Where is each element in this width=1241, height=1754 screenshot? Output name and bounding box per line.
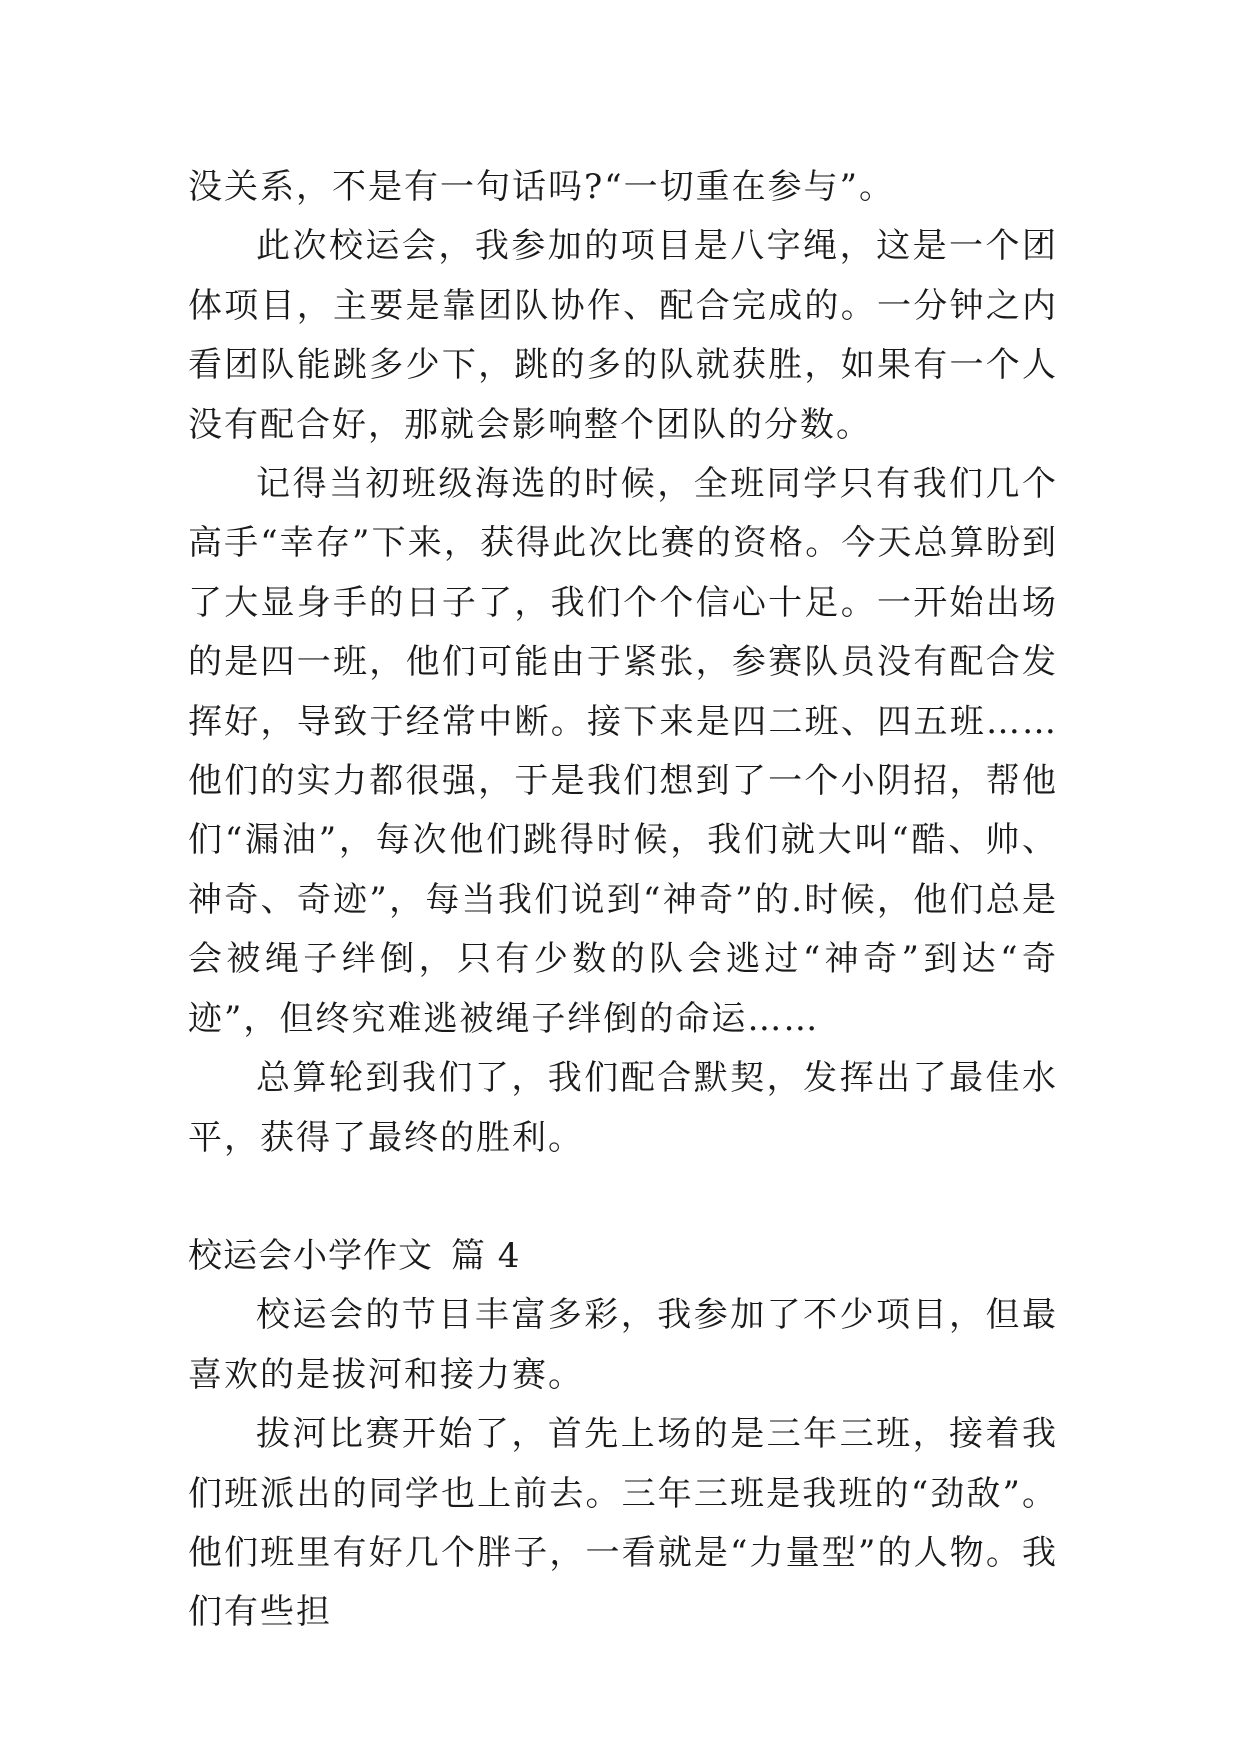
paragraph-competition: 记得当初班级海选的时候，全班同学只有我们几个高手“幸存”下来，获得此次比赛的资格。今天总算盼到了大显身手的日子了，我们个个信心十足。一开始出场的是四一班，他们可能由于紧张，参赛队员没有配合发挥好，导致于经常中断。接下来是四二班、四五班……他们的实力都很强，于是我们想到了一个小阴招，帮他们“漏油”，每次他们跳得时候，我们就大叫“酷、帅、神奇、奇迹”，每当我们说到“神奇”的.时候，他们总是会被绳子绊倒，只有少数的队会逃过“神奇”到达“奇迹”，但终究难逃被绳子绊倒的命运…… [188, 464, 1058, 1039]
paragraph-continued: 没关系，不是有一句话吗?“一切重在参与”。 [188, 167, 895, 207]
section-title-text: 校运会小学作文 [188, 1235, 433, 1276]
document-body [188, 158, 1058, 1643]
section-number: 篇 4 [451, 1235, 521, 1276]
section-heading [188, 1227, 1058, 1286]
paragraph-event-intro: 此次校运会，我参加的项目是八字绳，这是一个团体项目，主要是靠团队协作、配合完成的。一分钟之内看团队能跳多少下，跳的多的队就获胜，如果有一个人没有配合好，那就会影响整个团队的分数。 [188, 226, 1058, 445]
paragraph-victory: 总算轮到我们了，我们配合默契，发挥出了最佳水平，获得了最终的胜利。 [188, 1058, 1058, 1158]
paragraph-favorites: 校运会的节目丰富多彩，我参加了不少项目，但最喜欢的是拔河和接力赛。 [188, 1295, 1058, 1395]
paragraph-tug-of-war: 拔河比赛开始了，首先上场的是三年三班，接着我们班派出的同学也上前去。三年三班是我班的“劲敌”。他们班里有好几个胖子，一看就是“力量型”的人物。我们有些担 [188, 1414, 1058, 1633]
